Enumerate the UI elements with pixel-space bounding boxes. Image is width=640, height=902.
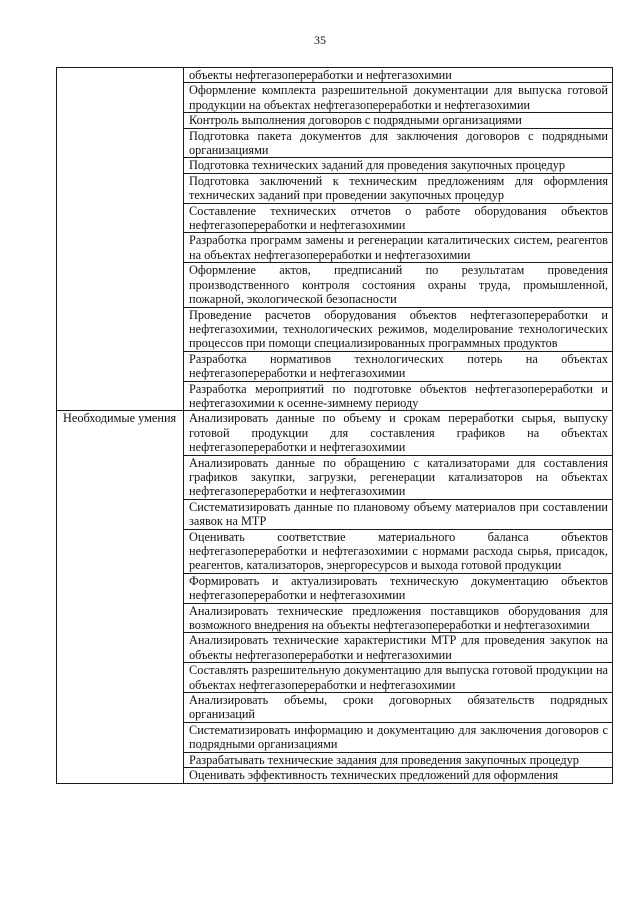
table-cell-text — [184, 128, 613, 158]
table-cell-text — [184, 173, 613, 203]
cell-text: Разработка программ замены и регенерации каталитических систем, реагентов на объектах нефтегазопереработки и нефтегазохимии — [189, 233, 608, 262]
table-row — [57, 411, 613, 455]
table-cell-text — [184, 68, 613, 83]
cell-text: объекты нефтегазопереработки и нефтегазохимии — [189, 68, 452, 82]
table-cell-text — [184, 83, 613, 113]
table-cell-text — [184, 203, 613, 233]
table-cell-text — [184, 351, 613, 381]
table-cell-text — [184, 603, 613, 633]
table-cell-text — [184, 307, 613, 351]
skills-label: Необходимые умения — [63, 411, 177, 426]
page-number: 35 — [314, 33, 326, 47]
table-cell-text — [184, 633, 613, 663]
table-cell-text — [184, 722, 613, 752]
table-cell-text — [184, 573, 613, 603]
table-cell-text — [184, 381, 613, 411]
cell-text: Составление технических отчетов о работе оборудования объектов нефтегазопереработки и нефтегазохимии — [189, 203, 608, 233]
cell-text: Оценивать эффективность технических предложений для оформления — [189, 768, 559, 783]
cell-text: Подготовка заключений к техническим предложениям для оформления технических заданий при проведении закупочных процедур — [189, 173, 608, 203]
cell-text: Анализировать технические характеристики МТР для проведения закупок на объекты нефтегазопереработки и нефтегазохимии — [189, 633, 608, 662]
cell-text: Проведение расчетов оборудования объектов нефтегазопереработки и нефтегазохимии, технологических режимов, моделирование технологических процессов при помощи специализированных программных продуктов — [189, 307, 608, 351]
requirements-table-body — [57, 68, 613, 784]
table-cell-text — [184, 411, 613, 455]
cell-text: Разработка нормативов технологических потерь на объектах нефтегазопереработки и нефтегазохимии — [189, 351, 608, 381]
table-cell-text — [184, 663, 613, 693]
table-cell-text — [184, 263, 613, 307]
cell-text: Разрабатывать технические задания для проведения закупочных процедур — [189, 752, 579, 767]
cell-text: Оформление актов, предписаний по результатам проведения производственного контроля состояния охраны труда, промышленной, пожарной, экологической безопасности — [189, 263, 608, 307]
cell-text: Подготовка пакета документов для заключения договоров с подрядными организациями — [189, 128, 608, 158]
cell-text: Оформление комплекта разрешительной документации для выпуска готовой продукции на объектах нефтегазопереработки и нефтегазохимии — [189, 83, 608, 112]
table-cell-text — [184, 752, 613, 767]
table-cell-text — [184, 113, 613, 128]
cell-text: Составлять разрешительную документацию для выпуска готовой продукции на объектах нефтегазопереработки и нефтегазохимии — [189, 663, 608, 692]
table-cell-text — [184, 529, 613, 573]
cell-text: Оценивать соответствие материального баланса объектов нефтегазопереработки и нефтегазохимии с нормами расхода сырья, присадок, реагентов, катализаторов, энергоресурсов и выхода готовой продукции — [189, 529, 608, 573]
skills-label-cell — [57, 411, 184, 784]
table-cell-text — [184, 693, 613, 723]
cell-text: Анализировать данные по обращению с катализаторами для составления графиков закупки, загрузки, регенерации катализаторов на объектах нефтегазопереработки и нефтегазохимии — [189, 455, 608, 499]
cell-text: Анализировать технические предложения поставщиков оборудования для возможного внедрения на объекты нефтегазопереработки и нефтегазохимии — [189, 603, 608, 633]
table-cell-text — [184, 768, 613, 784]
cell-text: Анализировать данные по объему и срокам переработки сырья, выпуску готовой продукции для составления графиков на объектах нефтегазопереработки и нефтегазохимии — [189, 411, 608, 455]
cell-text: Подготовка технических заданий для проведения закупочных процедур — [189, 158, 566, 173]
table-row — [57, 68, 613, 83]
table-cell-text — [184, 158, 613, 173]
cell-text: Разработка мероприятий по подготовке объектов нефтегазопереработки и нефтегазохимии к осенне-зимнему периоду — [189, 381, 608, 410]
cell-text: Систематизировать информацию и документацию для заключения договоров с подрядными организациями — [189, 722, 608, 752]
cell-text: Анализировать объемы, сроки договорных обязательств подрядных организаций — [189, 693, 608, 722]
table-cell-text — [184, 499, 613, 529]
table-cell-text — [184, 233, 613, 263]
cell-text: Формировать и актуализировать техническую документацию объектов нефтегазопереработки и нефтегазохимии — [189, 573, 608, 603]
cell-text: Контроль выполнения договоров с подрядными организациями — [189, 113, 522, 128]
requirements-table — [56, 67, 613, 784]
label-cell-empty — [57, 68, 184, 411]
cell-text: Систематизировать данные по плановому объему материалов при составлении заявок на МТР — [189, 499, 608, 529]
table-cell-text — [184, 455, 613, 499]
